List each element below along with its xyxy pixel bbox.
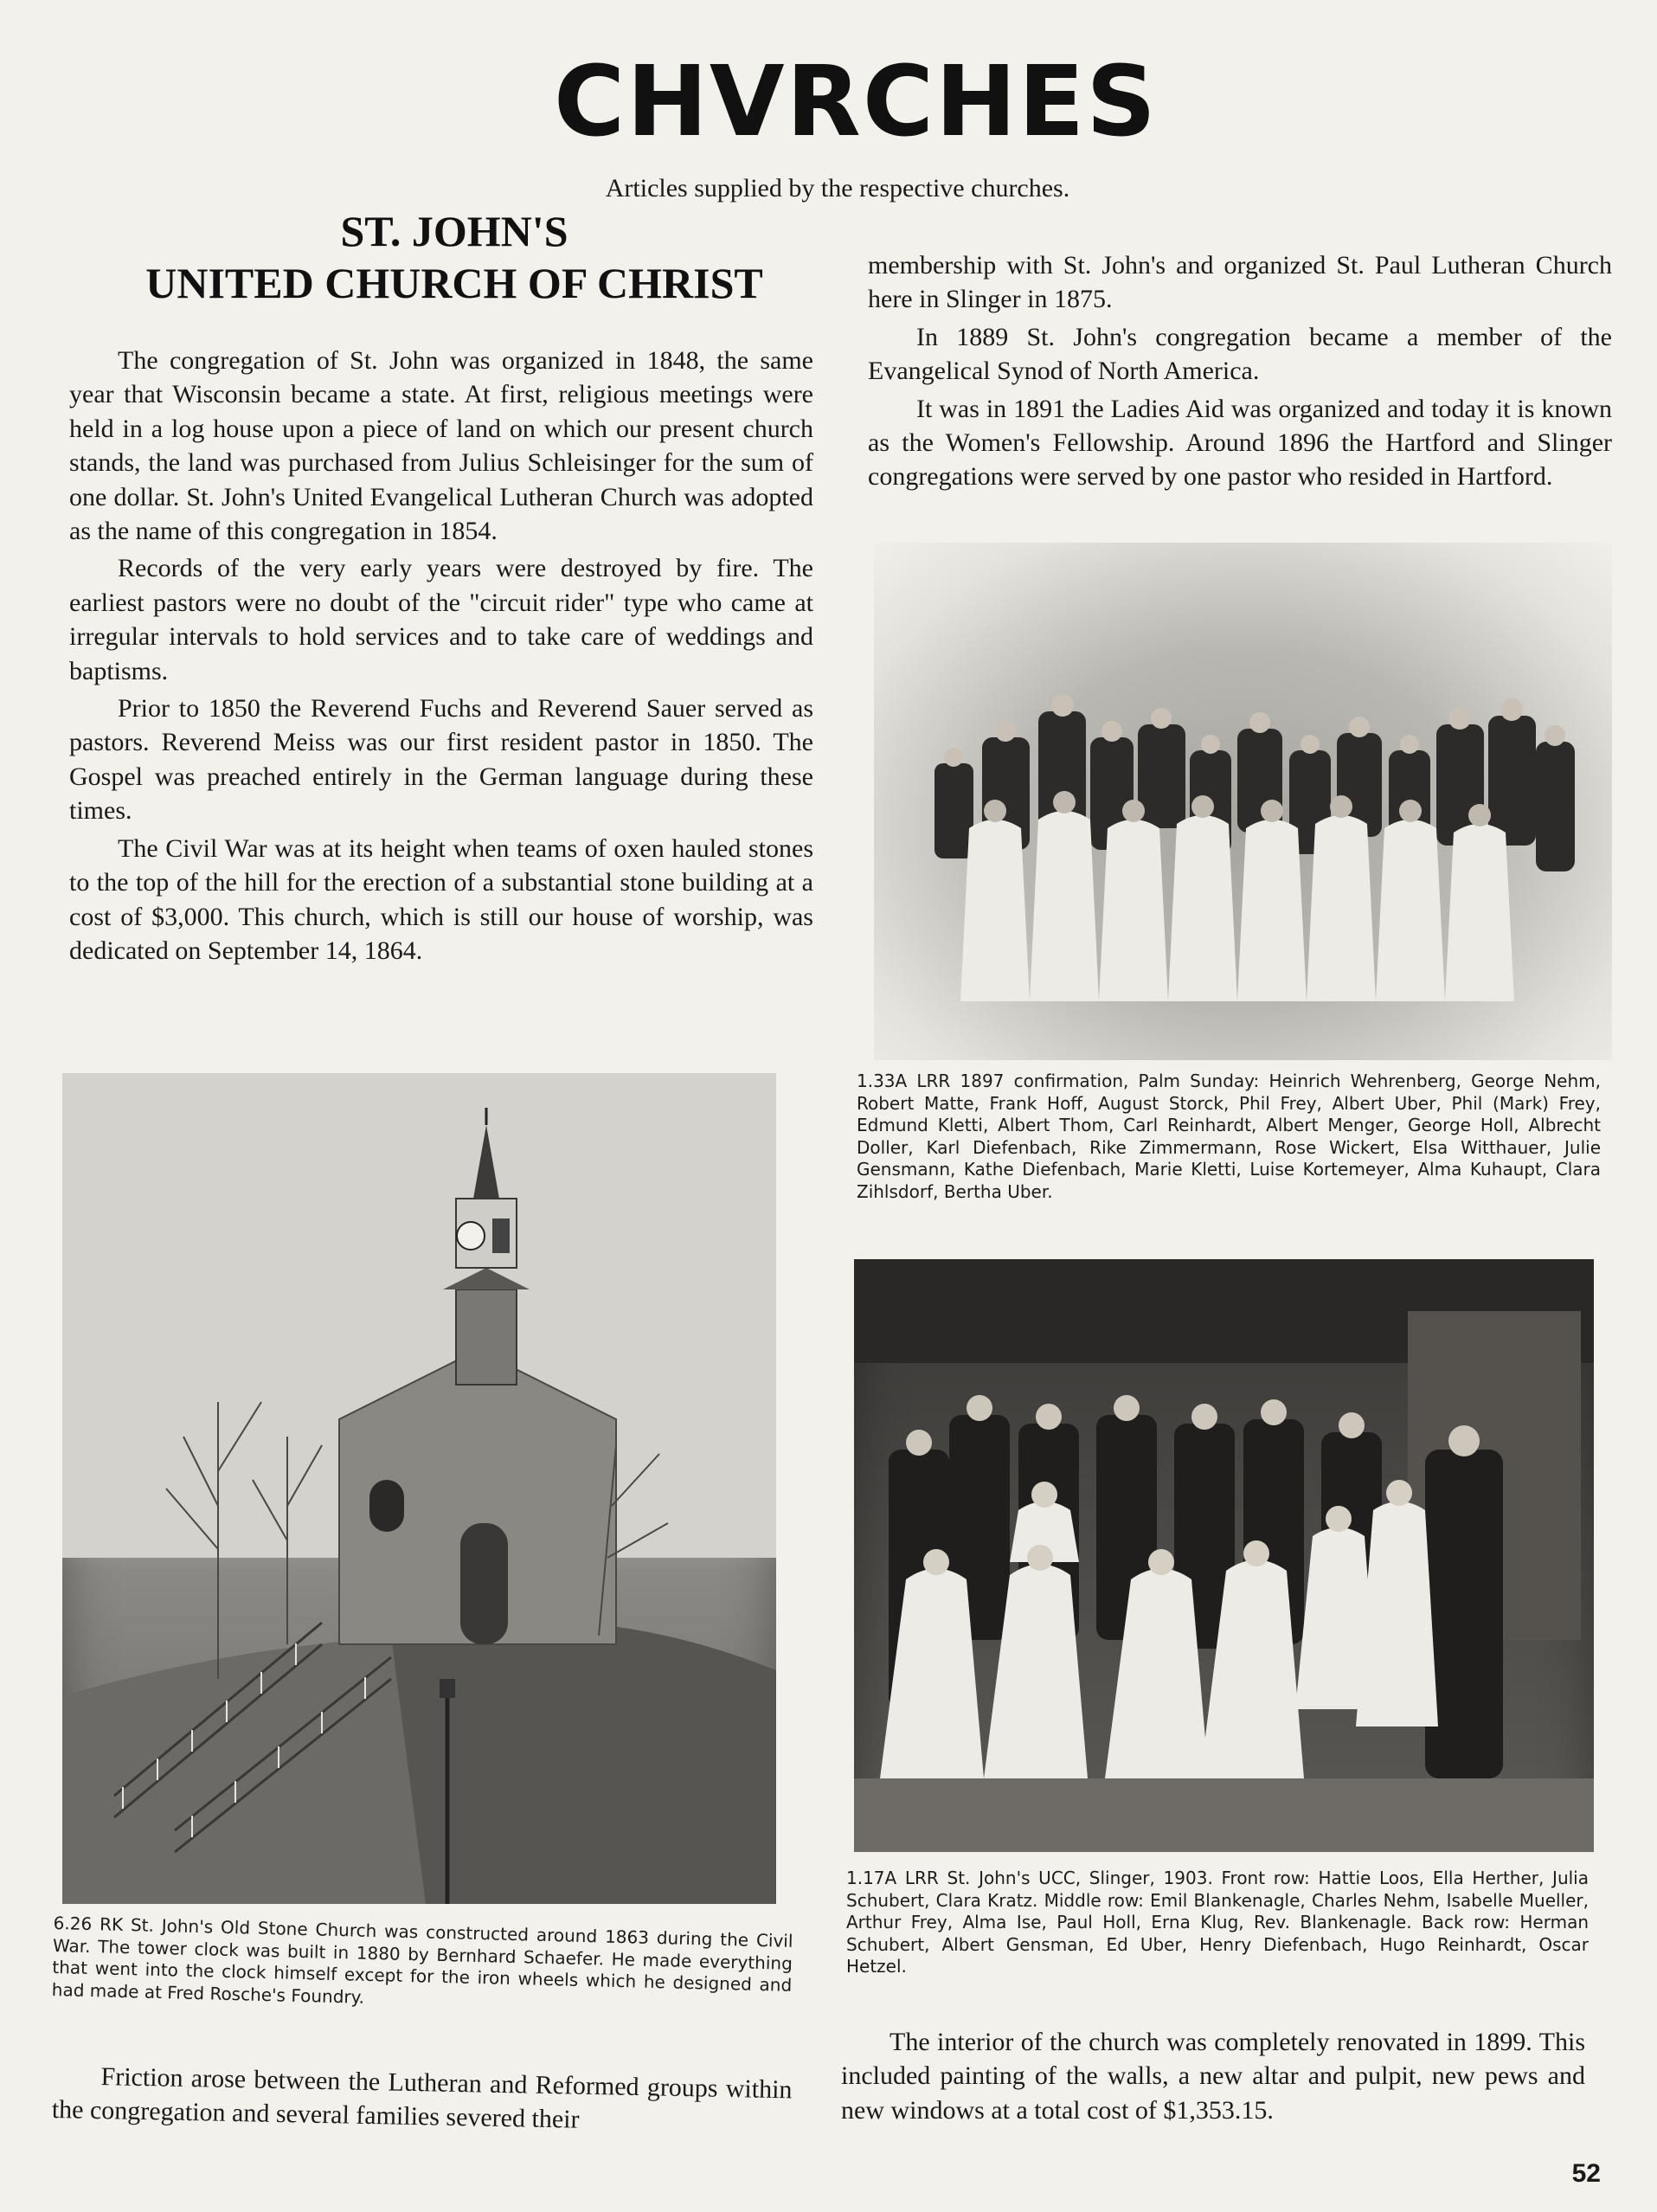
article-column-right-continued <box>841 2025 1585 2131</box>
section-subtitle: Articles supplied by the respective churches. <box>605 174 1070 203</box>
caption-old-stone-church: 6.26 RK St. John's Old Stone Church was constructed around 1863 during the Civil War. The tower clock was built in 1880 by Bernhard Schaefer. He made everything that went into the clock himself except for the iron wheels which he designed and had made at Fred Rosche's Foundry. <box>51 1913 793 2008</box>
paragraph-continued: membership with St. John's and organized St. Paul Lutheran Church here in Slinger in 1875. <box>868 251 1612 314</box>
photo-1897-confirmation <box>874 543 1612 1060</box>
paragraph: Friction arose between the Lutheran and Reformed groups within the congregation and several families severed their <box>51 2062 793 2135</box>
article-title-line-2: UNITED CHURCH OF CHRIST <box>145 259 763 307</box>
paragraph: Records of the very early years were destroyed by fire. The earliest pastors were no doubt of the "circuit rider" type who came at irregular intervals to hold services and to take care of weddings and baptisms. <box>69 554 813 685</box>
paragraph: The interior of the church was completely renovated in 1899. This included painting of the walls, a new altar and pulpit, new pews and new windows at a total cost of $1,353.15. <box>841 2028 1585 2125</box>
caption-1903-group: 1.17A LRR St. John's UCC, Slinger, 1903. Front row: Hattie Loos, Ella Herther, Julia Schubert, Clara Kratz. Middle row: Emil Blankenagle, Charles Nehm, Isabelle Mueller, Arthur Frey, Alma Ise, Paul Holl, Erna Klug, Rev. Blankenagle. Back row: Herman Schubert, Albert Gensman, Ed Uber, Henry Diefenbach, Hugo Reinhardt, Oscar Hetzel. <box>846 1868 1589 1977</box>
page-number: 52 <box>1571 2159 1601 2188</box>
article-title-line-1: ST. JOHN'S <box>340 207 568 255</box>
article-column-left-continued <box>51 2059 792 2144</box>
section-banner: CHVRCHES <box>554 46 1158 158</box>
photo-old-stone-church <box>62 1073 776 1904</box>
paragraph: The congregation of St. John was organized in 1848, the same year that Wisconsin became a state. At first, religious meetings were held in a log house upon a piece of land on which our present church stands, the land was purchased from Julius Schleisinger for the sum of one dollar. St. John's United Evangelical Lutheran Church was adopted as the name of this congregation in 1854. <box>69 346 813 546</box>
paragraph: Prior to 1850 the Reverend Fuchs and Reverend Sauer served as pastors. Reverend Meiss was our first resident pastor in 1850. The Gospel was preached entirely in the German language during these times. <box>69 694 813 826</box>
photo-1903-group <box>854 1259 1594 1852</box>
article-column-right <box>868 248 1612 498</box>
paragraph: In 1889 St. John's congregation became a member of the Evangelical Synod of North America. <box>868 322 1612 386</box>
paragraph: The Civil War was at its height when teams of oxen hauled stones to the top of the hill for the erection of a substantial stone building at a cost of $3,000. This church, which is still our house of worship, was dedicated on September 14, 1864. <box>69 833 813 965</box>
caption-1897-confirmation: 1.33A LRR 1897 confirmation, Palm Sunday: Heinrich Wehrenberg, George Nehm, Robert Matte, Frank Hoff, August Storck, Phil Frey, Albert Uber, Phil (Mark) Frey, Edmund Kletti, Albert Thom, Carl Reinhardt, Albert Menger, George Holl, Albrecht Doller, Karl Diefenbach, Rike Zimmermann, Rose Wickert, Elsa Witthauer, Julie Gensmann, Kathe Diefenbach, Marie Kletti, Luise Kortemeyer, Alma Kuhaupt, Clara Zihlsdorf, Bertha Uber. <box>857 1071 1601 1202</box>
paragraph: It was in 1891 the Ladies Aid was organized and today it is known as the Women's Fellowship. Around 1896 the Hartford and Slinger congregations were served by one pastor who resided in Hartford. <box>868 394 1612 492</box>
article-column-left <box>69 344 813 971</box>
